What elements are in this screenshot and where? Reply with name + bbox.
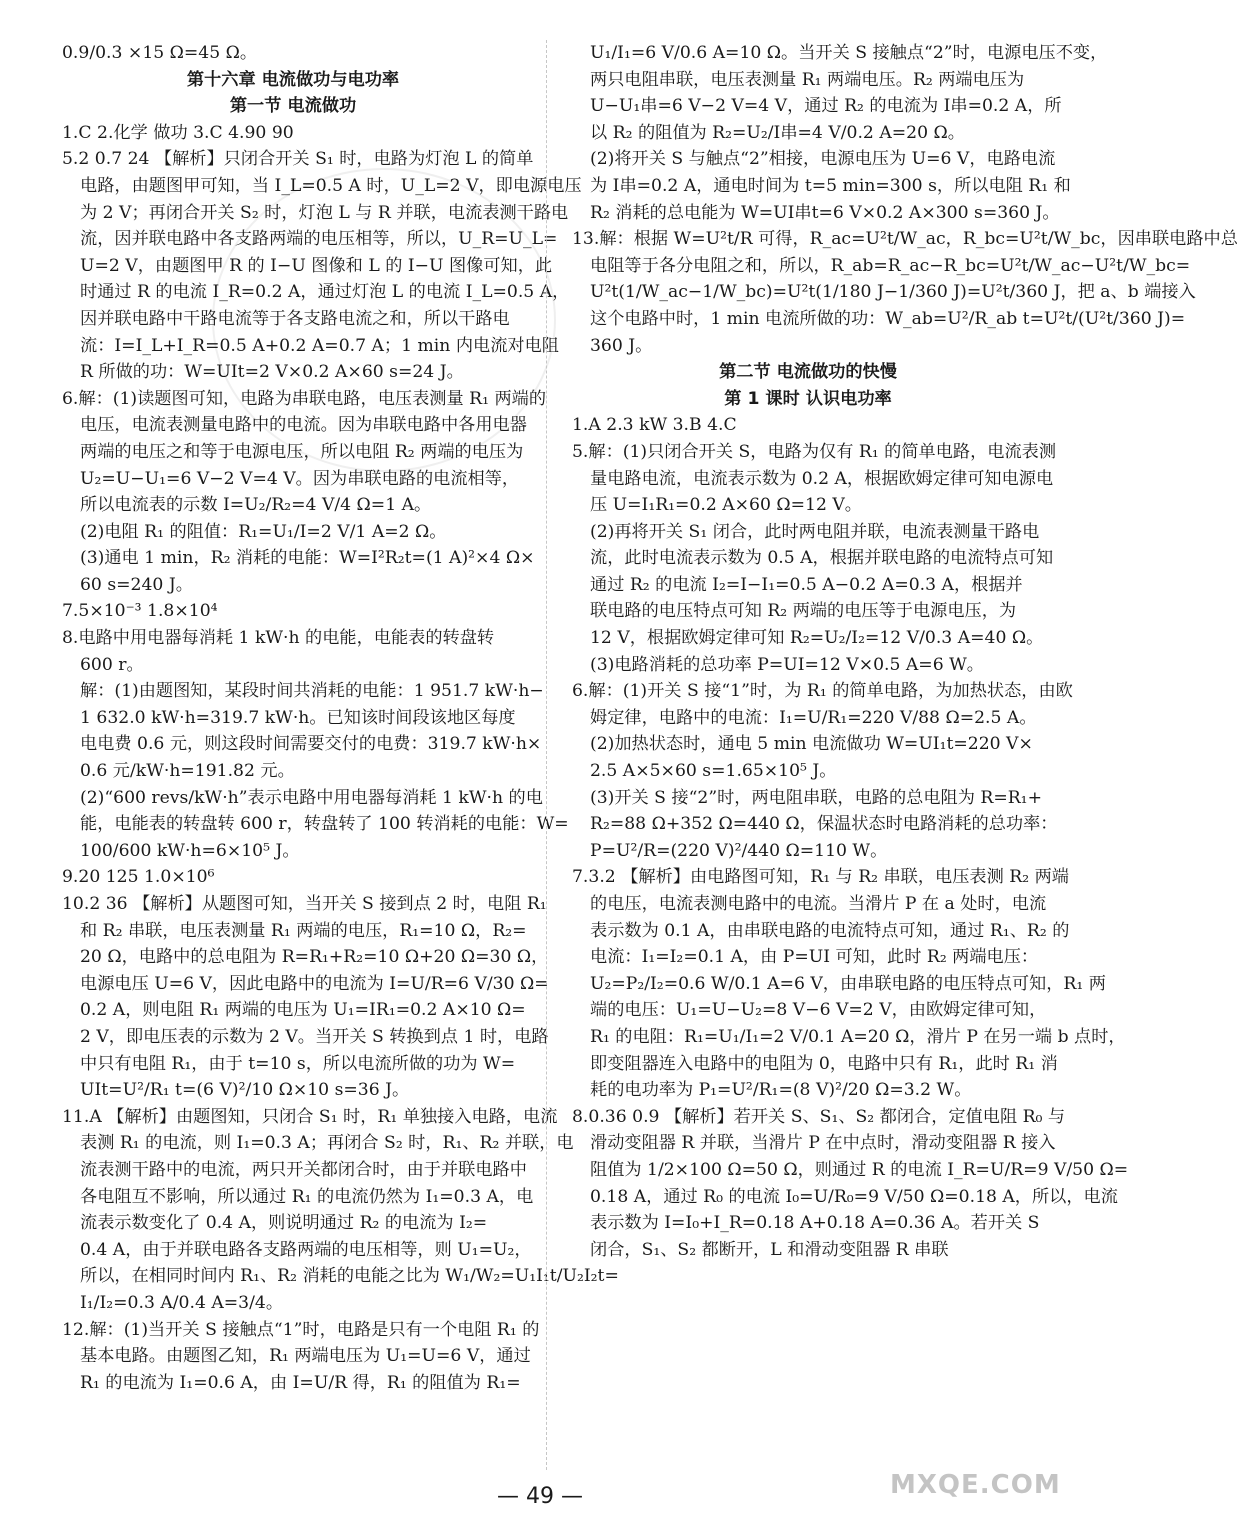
text-line: 联电路的电压特点可知 R₂ 两端的电压等于电源电压，为 [590,601,1017,622]
text-line: R₁ 的电阻：R₁=U₁/I₁=2 V/0.1 A=20 Ω，滑片 P 在另一端 b 点时， [590,1026,1126,1047]
text-line: 为 2 V；再闭合开关 S₂ 时，灯泡 L 与 R 并联，电流表测干路电 [80,202,569,223]
text-line: 阻值为 1/2×100 Ω=50 Ω，则通过 R 的电流 I_R=U/R=9 V/50 Ω= [590,1159,1129,1180]
text-line: 表示数为 0.1 A，由串联电路的电流特点可知，通过 R₁、R₂ 的 [590,920,1070,941]
text-line: 1.A 2.3 kW 3.B 4.C [572,415,737,436]
text-line: 600 r。 [80,654,144,675]
text-line: (2)将开关 S 与触点“2”相接，电源电压为 U=6 V，电路电流 [590,149,1056,170]
text-line: 的电压，电流表测电路中的电流。当滑片 P 在 a 处时，电流 [590,894,1047,914]
text-line: 8.电路中用电器每消耗 1 kW·h 的电能，电能表的转盘转 [62,628,495,649]
text-line: 电流：I₁=I₂=0.1 A，由 P=UI 可知，此时 R₂ 两端电压： [590,947,1039,968]
column-divider [546,40,547,1470]
section-title: 第一节 电流做功 [229,96,357,117]
text-line: 5.2 0.7 24 【解析】只闭合开关 S₁ 时，电路为灯泡 L 的简单 [62,149,534,170]
text-line: 为 I串=0.2 A，通电时间为 t=5 min=300 s，所以电阻 R₁ 和 [590,175,1071,196]
text-line: 流表测干路中的电流，两只开关都闭合时，由于并联电路中 [80,1159,527,1180]
text-line: 压 U=I₁R₁=0.2 A×60 Ω=12 V。 [590,495,862,516]
text-line: 13.解：根据 W=U²t/R 可得，R_ac=U²t/W_ac，R_bc=U²t/W_bc，因串联电路中总 [572,229,1238,250]
text-line: 电阻等于各分电阻之和，所以，R_ab=R_ac−R_bc=U²t/W_ac−U²t/W_bc= [590,255,1191,276]
text-line: UIt=U²/R₁ t=(6 V)²/10 Ω×10 s=36 J。 [80,1080,410,1101]
text-line: 360 J。 [590,335,653,356]
text-line: 两端的电压之和等于电源电压，所以电阻 R₂ 两端的电压为 [80,441,524,462]
right-column [572,40,1238,1263]
text-line: 这个电路中时，1 min 电流所做的功：W_ab=U²/R_ab t=U²t/(U²t/360 J)= [590,308,1186,329]
text-line: I₁/I₂=0.3 A/0.4 A=3/4。 [80,1292,284,1313]
text-line: 12 V，根据欧姆定律可知 R₂=U₂/I₂=12 V/0.3 A=40 Ω。 [590,628,1044,649]
text-line: 即变阻器连入电路中的电阻为 0，电路中只有 R₁，此时 R₁ 消 [590,1053,1058,1074]
text-line: 时通过 R 的电流 I_R=0.2 A，通过灯泡 L 的电流 I_L=0.5 A， [80,282,570,303]
text-line: U²t(1/W_ac−1/W_bc)=U²t(1/180 J−1/360 J)=U²t/360 J，把 a、b 端接入 [590,282,1196,303]
text-line: 滑动变阻器 R 并联，当滑片 P 在中点时，滑动变阻器 R 接入 [590,1133,1056,1154]
text-line: (3)通电 1 min，R₂ 消耗的电能：W=I²R₂t=(1 A)²×4 Ω× [80,548,535,569]
text-line: 电压，电流表测量电路中的电流。因为串联电路中各用电器 [80,415,527,436]
text-line: 表示数为 I=I₀+I_R=0.18 A+0.18 A=0.36 A。若开关 S [590,1213,1040,1234]
text-line: (2)再将开关 S₁ 闭合，此时两电阻并联，电流表测量干路电 [590,521,1040,542]
text-line: 60 s=240 J。 [80,574,193,595]
text-line: U−U₁串=6 V−2 V=4 V，通过 R₂ 的电流为 I串=0.2 A，所 [590,96,1062,117]
text-line: 0.18 A，通过 R₀ 的电流 I₀=U/R₀=9 V/50 Ω=0.18 A，所以，电流 [590,1186,1118,1207]
watermark: MXQE.COM [890,1470,1061,1500]
text-line: 100/600 kW·h=6×10⁵ J。 [80,840,300,861]
text-line: 20 Ω，电路中的总电阻为 R=R₁+R₂=10 Ω+20 Ω=30 Ω， [80,947,549,968]
text-line: 1 632.0 kW·h=319.7 kW·h。已知该时间段该地区每度 [80,707,516,728]
text-line: R₂=88 Ω+352 Ω=440 Ω，保温状态时电路消耗的总功率： [590,814,1058,835]
text-line: 因并联电路中干路电流等于各支路电流之和，所以干路电 [80,308,510,329]
text-line: 耗的电功率为 P₁=U²/R₁=(8 V)²/20 Ω=3.2 W。 [590,1080,972,1101]
text-line: 12.解：(1)当开关 S 接触点“1”时，电路是只有一个电阻 R₁ 的 [62,1319,540,1340]
text-line: (2)加热状态时，通电 5 min 电流做功 W=UI₁t=220 V× [590,734,1033,755]
section-title: 第二节 电流做功的快慢 [719,362,897,383]
text-line: 7.5×10⁻³ 1.8×10⁴ [62,601,218,622]
text-line: 能，电能表的转盘转 600 r，转盘转了 100 转消耗的电能：W= [80,814,569,835]
text-line: 2 V，即电压表的示数为 2 V。当开关 S 转换到点 1 时，电路 [80,1026,549,1047]
text-line: 所以电流表的示数 I=U₂/R₂=4 V/4 Ω=1 A。 [80,495,432,516]
text-line: 解：(1)由题图知，某段时间共消耗的电能：1 951.7 kW·h− [80,681,544,702]
left-column [62,40,619,1396]
text-line: 0.9/0.3 ×15 Ω=45 Ω。 [62,43,258,63]
text-line: 端的电压：U₁=U−U₂=8 V−6 V=2 V，由欧姆定律可知， [590,1000,1047,1021]
text-line: 1.C 2.化学 做功 3.C 4.90 90 [62,122,294,143]
text-line: 流：I=I_L+I_R=0.5 A+0.2 A=0.7 A；1 min 内电流对电阻 [80,335,559,356]
text-line: 0.4 A，由于并联电路各支路两端的电压相等，则 U₁=U₂， [80,1239,532,1260]
text-line: 电源电压 U=6 V，因此电路中的电流为 I=U/R=6 V/30 Ω= [80,973,549,994]
text-line: (2)“600 revs/kW·h”表示电路中用电器每消耗 1 kW·h 的电 [80,787,543,808]
text-line: 9.20 125 1.0×10⁶ [62,867,215,888]
text-line: 流，因并联电路中各支路两端的电压相等，所以，U_R=U_L= [80,229,558,250]
text-line: 基本电路。由题图乙知，R₁ 两端电压为 U₁=U=6 V，通过 [80,1346,531,1367]
text-line: R₁ 的电流为 I₁=0.6 A，由 I=U/R 得，R₁ 的阻值为 R₁= [80,1372,521,1393]
text-line: R₂ 消耗的总电能为 W=UI串t=6 V×0.2 A×300 s=360 J。 [590,202,1060,223]
text-line: (3)开关 S 接“2”时，两电阻串联，电路的总电阻为 R=R₁+ [590,787,1042,808]
page-number: — 49 — [497,1484,583,1509]
text-line: 电电费 0.6 元，则这段时间需要交付的电费：319.7 kW·h× [80,734,542,755]
text-line: 流，此时电流表示数为 0.5 A，根据并联电路的电流特点可知 [590,548,1054,569]
text-line: 中只有电阻 R₁，由于 t=10 s，所以电流所做的功为 W= [80,1053,516,1074]
text-line: U₂=P₂/I₂=0.6 W/0.1 A=6 V，由串联电路的电压特点可知，R₁ 两 [590,973,1106,994]
text-line: 通过 R₂ 的电流 I₂=I−I₁=0.5 A−0.2 A=0.3 A，根据并 [590,574,1023,595]
text-line: 7.3.2 【解析】由电路图可知，R₁ 与 R₂ 串联，电压表测 R₂ 两端 [572,867,1069,888]
text-line: 姆定律，电路中的电流：I₁=U/R₁=220 V/88 Ω=2.5 A。 [590,707,1037,728]
text-line: 5.解：(1)只闭合开关 S，电路为仅有 R₁ 的简单电路，电流表测 [572,441,1057,462]
text-line: 6.解：(1)读题图可知，电路为串联电路，电压表测量 R₁ 两端的 [62,388,547,409]
text-line: 6.解：(1)开关 S 接“1”时，为 R₁ 的简单电路，为加热状态，由欧 [572,681,1073,702]
text-line: 电路，由题图甲可知，当 I_L=0.5 A 时，U_L=2 V，即电源电压 [80,175,582,196]
chapter-title: 第十六章 电流做功与电功率 [186,69,400,90]
text-line: (3)电路消耗的总功率 P=UI=12 V×0.5 A=6 W。 [590,654,984,675]
text-line: U₂=U−U₁=6 V−2 V=4 V。因为串联电路的电流相等， [80,468,520,489]
text-line: 表测 R₁ 的电流，则 I₁=0.3 A；再闭合 S₂ 时，R₁、R₂ 并联，电 [80,1133,574,1154]
text-line: (2)电阻 R₁ 的阻值：R₁=U₁/I=2 V/1 A=2 Ω。 [80,521,447,542]
text-line: 11.A 【解析】由题图知，只闭合 S₁ 时，R₁ 单独接入电路，电流 [62,1106,558,1127]
text-line: 2.5 A×5×60 s=1.65×10⁵ J。 [590,761,837,782]
text-line: 8.0.36 0.9 【解析】若开关 S、S₁、S₂ 都闭合，定值电阻 R₀ 与 [572,1106,1066,1127]
text-line: 各电阻互不影响，所以通过 R₁ 的电流仍然为 I₁=0.3 A，电 [80,1186,534,1207]
lesson-title: 第 1 课时 认识电功率 [724,388,892,409]
text-line: 以 R₂ 的阻值为 R₂=U₂/I串=4 V/0.2 A=20 Ω。 [590,122,965,143]
text-line: 和 R₂ 串联，电压表测量 R₁ 两端的电压，R₁=10 Ω，R₂= [80,920,527,941]
text-line: 流表示数变化了 0.4 A，则说明通过 R₂ 的电流为 I₂= [80,1213,488,1234]
text-line: 闭合，S₁、S₂ 都断开，L 和滑动变阻器 R 串联 [590,1239,949,1260]
text-line: 10.2 36 【解析】从题图可知，当开关 S 接到点 2 时，电阻 R₁ [62,894,547,914]
text-line: P=U²/R=(220 V)²/440 Ω=110 W。 [590,840,888,861]
text-line: U₁/I₁=6 V/0.6 A=10 Ω。当开关 S 接触点“2”时，电源电压不变， [590,43,1108,63]
text-line: 两只电阻串联，电压表测量 R₁ 两端电压。R₂ 两端电压为 [590,69,1025,90]
text-line: 所以，在相同时间内 R₁、R₂ 消耗的电能之比为 W₁/W₂=U₁I₁t/U₂I₂t= [80,1266,619,1287]
text-line: 量电路电流，电流表示数为 0.2 A，根据欧姆定律可知电源电 [590,468,1054,489]
text-line: U=2 V，由题图甲 R 的 I−U 图像和 L 的 I−U 图像可知，此 [80,255,553,276]
text-line: 0.6 元/kW·h=191.82 元。 [80,761,295,782]
text-line: R 所做的功：W=UIt=2 V×0.2 A×60 s=24 J。 [80,362,464,383]
text-line: 0.2 A，则电阻 R₁ 两端的电压为 U₁=IR₁=0.2 A×10 Ω= [80,1000,526,1021]
